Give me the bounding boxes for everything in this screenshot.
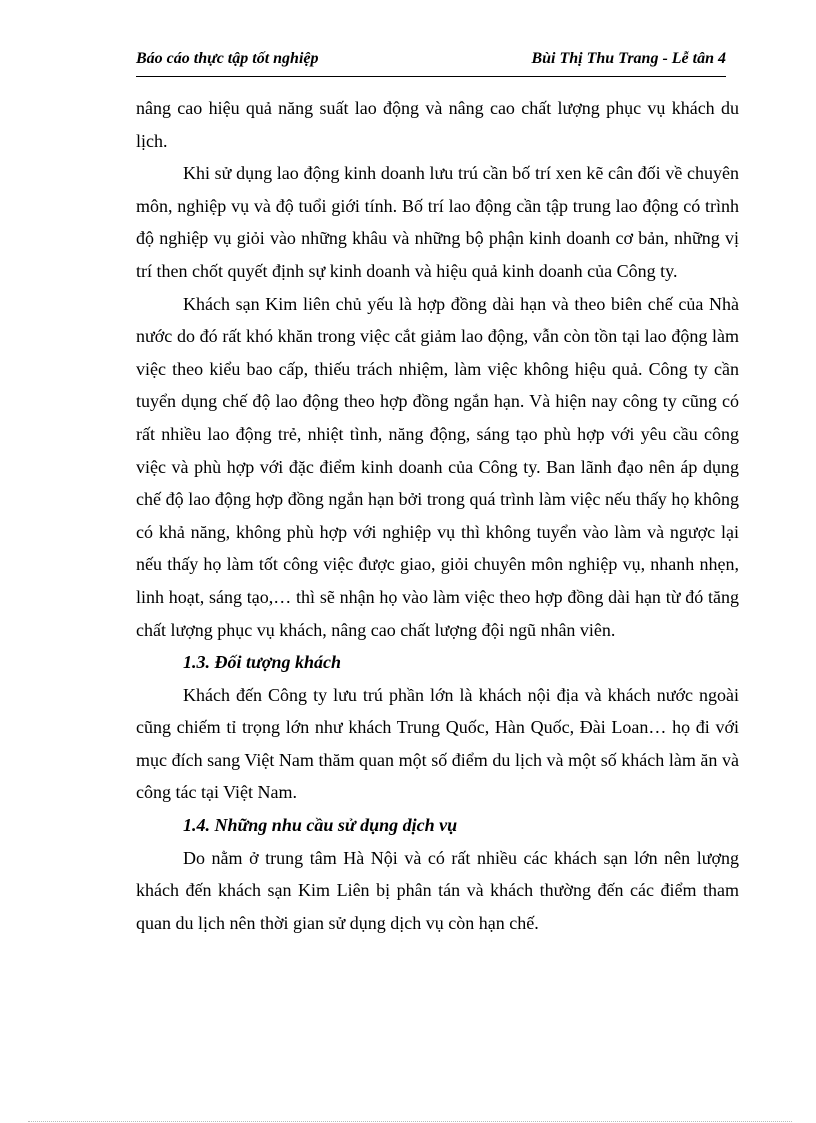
- section-heading-service-needs: 1.4. Những nhu cầu sử dụng dịch vụ: [183, 815, 458, 836]
- paragraph-contract-policy: Khách sạn Kim liên chủ yếu là hợp đồng dài hạn và theo biên chế của Nhà nước do đó rất khó khăn trong việc cắt giảm lao động, vẫn còn tồn tại lao động làm việc theo kiểu bao cấp, thiếu trách nhiệm, làm việc không hiệu quả. Công ty cần tuyển dụng chế độ lao động theo hợp đồng ngắn hạn. Và hiện nay công ty cũng có rất nhiều lao động trẻ, nhiệt tình, năng động, sáng tạo phù hợp với yêu cầu công việc và phù hợp với đặc điểm kinh doanh của Công ty. Ban lãnh đạo nên áp dụng chế độ lao động hợp đồng ngắn hạn bởi trong quá trình làm việc nếu thấy họ không có khả năng, không phù hợp với nghiệp vụ thì không tuyển vào làm và ngược lại nếu thấy họ làm tốt công việc được giao, giỏi chuyên môn nghiệp vụ, nhanh nhẹn, linh hoạt, sáng tạo,… thì sẽ nhận họ vào làm việc theo hợp đồng dài hạn từ đó tăng chất lượng phục vụ khách, nâng cao chất lượng đội ngũ nhân viên.: [136, 293, 739, 640]
- document-body: [136, 92, 739, 939]
- header-author: Bùi Thị Thu Trang - Lễ tân 4: [531, 50, 726, 67]
- header-report-title: Báo cáo thực tập tốt nghiệp: [136, 50, 319, 67]
- page-header: [136, 48, 726, 70]
- paragraph-continuation: nâng cao hiệu quả năng suất lao động và nâng cao chất lượng phục vụ khách du lịch.: [136, 98, 739, 151]
- paragraph-service-usage: Do nằm ở trung tâm Hà Nội và có rất nhiều các khách sạn lớn nên lượng khách đến khách sạn Kim Liên bị phân tán và khách thường đến các điểm tham quan du lịch nên thời gian sử dụng dịch vụ còn hạn chế.: [136, 847, 739, 933]
- section-heading-guests: 1.3. Đối tượng khách: [183, 652, 341, 673]
- paragraph-guest-types: Khách đến Công ty lưu trú phần lớn là khách nội địa và khách nước ngoài cũng chiếm tỉ trọng lớn như khách Trung Quốc, Hàn Quốc, Đài Loan… họ đi với mục đích sang Việt Nam thăm quan một số điểm du lịch và một số khách làm ăn và công tác tại Việt Nam.: [136, 684, 739, 803]
- paragraph-labor-arrangement: Khi sử dụng lao động kinh doanh lưu trú cần bố trí xen kẽ cân đối về chuyên môn, nghiệp vụ và độ tuổi giới tính. Bố trí lao động cần tập trung lao động có trình độ nghiệp vụ giỏi vào những khâu và những bộ phận kinh doanh cơ bản, những vị trí then chốt quyết định sự kinh doanh và hiệu quả kinh doanh của Công ty.: [136, 163, 739, 281]
- header-divider: [136, 76, 726, 77]
- page-bottom-border: [28, 1121, 792, 1122]
